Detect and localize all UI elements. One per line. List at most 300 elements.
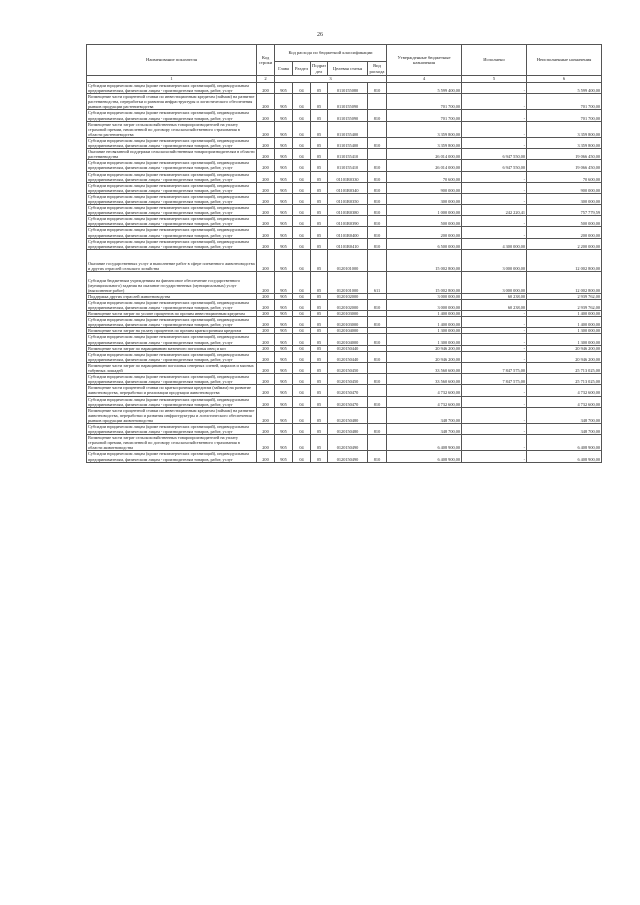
row-approved: 701 700,00 [387, 110, 462, 121]
table-row [87, 205, 602, 216]
row-section: 905 [275, 299, 293, 310]
row-executed: 4 300 000,00 [462, 238, 527, 249]
row-expense-type: 810 [368, 171, 387, 182]
row-subdivision: 05 [311, 407, 328, 423]
row-target: 01101R0390 [328, 216, 368, 227]
row-remaining: 1 400 000,00 [527, 311, 602, 317]
row-line-code: 200 [257, 362, 275, 373]
row-expense-type: 810 [368, 160, 387, 171]
row-approved: 6 408 900,00 [387, 435, 462, 451]
row-line-code: 200 [257, 171, 275, 182]
row-line-code: 200 [257, 249, 275, 271]
row-subdivision: 05 [311, 396, 328, 407]
row-name: Субсидии юридическим лицам (кроме некоммерческих организаций), индивидуальным предпринимателям, физическим лицам - производителям товаров, работ, услуг [87, 238, 257, 249]
row-target: 0120150490 [328, 435, 368, 451]
row-remaining: 348 700,00 [527, 407, 602, 423]
header-row-top [87, 45, 602, 62]
row-approved: 1 300 000,00 [387, 328, 462, 334]
table-row [87, 451, 602, 462]
row-name: Субсидии юридическим лицам (кроме некоммерческих организаций), индивидуальным предпринимателям, физическим лицам - производителям товаров, работ, услуг [87, 396, 257, 407]
row-approved: 1 300 000,00 [387, 334, 462, 345]
row-line-code: 200 [257, 149, 275, 160]
row-line-code: 200 [257, 311, 275, 317]
row-division: 04 [293, 385, 311, 396]
row-expense-type: 810 [368, 238, 387, 249]
row-approved: 26 014 000,00 [387, 149, 462, 160]
row-line-code: 200 [257, 407, 275, 423]
row-expense-type: 810 [368, 351, 387, 362]
row-approved: 33 560 600,00 [387, 374, 462, 385]
row-executed: - [462, 334, 527, 345]
row-section: 905 [275, 345, 293, 351]
row-subdivision: 05 [311, 334, 328, 345]
header-executed: Исполнено [462, 45, 527, 76]
row-section: 905 [275, 110, 293, 121]
row-name: Субсидии юридическим лицам (кроме некоммерческих организаций), индивидуальным предпринимателям, физическим лицам - производителям товаров, работ, услуг [87, 317, 257, 328]
budget-execution-table [86, 44, 602, 463]
row-line-code: 200 [257, 385, 275, 396]
row-executed: - [462, 407, 527, 423]
row-line-code: 200 [257, 137, 275, 148]
row-division: 04 [293, 182, 311, 193]
row-line-code: 200 [257, 205, 275, 216]
row-section: 905 [275, 205, 293, 216]
row-expense-type: 810 [368, 227, 387, 238]
row-remaining: 300 000,00 [527, 193, 602, 204]
row-subdivision: 05 [311, 249, 328, 271]
row-executed: - [462, 396, 527, 407]
row-approved: 1 000 000,00 [387, 205, 462, 216]
row-executed: 6 947 550,00 [462, 149, 527, 160]
row-approved: 3 000 000,00 [387, 293, 462, 299]
row-division: 04 [293, 311, 311, 317]
row-division: 04 [293, 435, 311, 451]
table-row [87, 94, 602, 110]
row-expense-type [368, 149, 387, 160]
row-subdivision: 05 [311, 83, 328, 94]
row-remaining: 12 002 800,00 [527, 249, 602, 271]
table-row [87, 137, 602, 148]
table-row [87, 227, 602, 238]
row-line-code: 200 [257, 299, 275, 310]
row-executed: - [462, 385, 527, 396]
row-section: 905 [275, 311, 293, 317]
row-line-code: 200 [257, 396, 275, 407]
row-approved: 33 560 600,00 [387, 362, 462, 373]
table-row [87, 83, 602, 94]
row-division: 04 [293, 205, 311, 216]
row-expense-type: 810 [368, 110, 387, 121]
row-remaining: 701 700,00 [527, 94, 602, 110]
row-remaining: 500 000,00 [527, 216, 602, 227]
header-subdivision: Подраз дел [312, 63, 326, 74]
row-remaining: 1 300 000,00 [527, 328, 602, 334]
row-division: 04 [293, 238, 311, 249]
row-approved: 200 000,00 [387, 227, 462, 238]
row-remaining: 5 599 400,00 [527, 83, 602, 94]
row-remaining: 1 300 000,00 [527, 334, 602, 345]
row-remaining: 20 946 200,00 [527, 345, 602, 351]
row-division: 04 [293, 171, 311, 182]
row-approved: 6 500 000,00 [387, 238, 462, 249]
row-approved: 3 359 800,00 [387, 137, 462, 148]
row-target: 0120150440 [328, 345, 368, 351]
row-target: 0120150480 [328, 407, 368, 423]
table-row [87, 121, 602, 137]
row-approved: 300 000,00 [387, 193, 462, 204]
row-line-code: 200 [257, 423, 275, 434]
table-row [87, 317, 602, 328]
row-name: Возмещение части затрат сельскохозяйственных товаропроизводителей на уплату страховой премии, начисленной по договору сельскохозяйственного страхования в области животноводства [87, 435, 257, 451]
row-name: Субсидии юридическим лицам (кроме некоммерческих организаций), индивидуальным предпринимателям, физическим лицам - производителям товаров, работ, услуг [87, 110, 257, 121]
row-target: 0120104000 [328, 334, 368, 345]
row-line-code: 200 [257, 83, 275, 94]
row-subdivision: 05 [311, 435, 328, 451]
row-name: Субсидии юридическим лицам (кроме некоммерческих организаций), индивидуальным предпринимателям, физическим лицам - производителям товаров, работ, услуг [87, 171, 257, 182]
header-section: Глава [275, 62, 293, 76]
header-division: Раздел [293, 62, 311, 76]
row-subdivision: 05 [311, 351, 328, 362]
table-row [87, 193, 602, 204]
row-subdivision: 05 [311, 345, 328, 351]
row-section: 905 [275, 435, 293, 451]
row-section: 905 [275, 271, 293, 293]
row-expense-type [368, 435, 387, 451]
row-name: Оказание государственных услуг и выполнение работ в сфере племенного животноводства и других отраслей сельского хозяйства [87, 249, 257, 271]
row-remaining: 25 713 025,00 [527, 362, 602, 373]
row-expense-type [368, 407, 387, 423]
row-section: 905 [275, 451, 293, 462]
row-subdivision: 05 [311, 451, 328, 462]
row-division: 04 [293, 334, 311, 345]
row-target: 0110155090 [328, 110, 368, 121]
row-line-code: 200 [257, 293, 275, 299]
row-line-code: 200 [257, 328, 275, 334]
table-row [87, 182, 602, 193]
table-row [87, 293, 602, 299]
row-target: 01101R0350 [328, 193, 368, 204]
row-division: 04 [293, 328, 311, 334]
row-remaining: 701 700,00 [527, 110, 602, 121]
row-executed: - [462, 435, 527, 451]
row-subdivision: 05 [311, 216, 328, 227]
table-row [87, 171, 602, 182]
row-expense-type [368, 385, 387, 396]
column-number: 1 [87, 76, 257, 83]
row-remaining: 2 200 000,00 [527, 238, 602, 249]
row-name: Возмещение части затрат по наращиванию поголовья северных оленей, маралов и мясных табунных лошадей [87, 362, 257, 373]
row-target: 0120150450 [328, 362, 368, 373]
row-executed: - [462, 94, 527, 110]
row-division: 04 [293, 345, 311, 351]
row-target: 0110155410 [328, 160, 368, 171]
row-division: 04 [293, 94, 311, 110]
row-section: 905 [275, 149, 293, 160]
row-target: 0120150450 [328, 374, 368, 385]
column-number: 5 [462, 76, 527, 83]
row-executed: - [462, 451, 527, 462]
row-name: Возмещение части процентной ставки по инвестиционным кредитам (займам) на развитие животноводства, переработки и развития инфраструктуры и логистического обеспечения рынков продукции животноводства [87, 407, 257, 423]
row-division: 04 [293, 121, 311, 137]
row-name: Субсидии юридическим лицам (кроме некоммерческих организаций), индивидуальным предпринимателям, физическим лицам - производителям товаров, работ, услуг [87, 205, 257, 216]
row-remaining: 20 946 200,00 [527, 351, 602, 362]
row-target: 01101R0400 [328, 227, 368, 238]
row-remaining: 2 939 762,00 [527, 293, 602, 299]
row-subdivision: 05 [311, 94, 328, 110]
row-name: Возмещение части процентной ставки по инвестиционным кредитам (займам) на развитие растениеводства, переработки и развития инфраструктуры и логистического обеспечения рынков продукции растениеводства [87, 94, 257, 110]
row-approved: 500 000,00 [387, 216, 462, 227]
row-line-code: 200 [257, 345, 275, 351]
row-approved: 70 600,00 [387, 171, 462, 182]
row-name: Оказание несвязанной поддержки сельскохозяйственным товаропроизводителям в области растениеводства [88, 149, 255, 160]
row-target: 0110155400 [328, 137, 368, 148]
row-remaining: 70 600,00 [527, 171, 602, 182]
header-target: Целевая статья [328, 62, 368, 76]
column-number: 2 [257, 76, 275, 83]
row-executed: 3 000 000,00 [462, 271, 527, 293]
row-remaining: 3 359 800,00 [527, 121, 602, 137]
table-row [87, 311, 602, 317]
row-section: 905 [275, 293, 293, 299]
row-approved: 3 000 000,00 [387, 299, 462, 310]
row-remaining: 19 066 450,00 [527, 160, 602, 171]
row-approved: 15 002 800,00 [387, 271, 462, 293]
row-target: 0120150480 [328, 423, 368, 434]
row-line-code: 200 [257, 110, 275, 121]
row-target: 0120101000 [328, 249, 368, 271]
row-line-code: 200 [257, 451, 275, 462]
row-subdivision: 05 [311, 271, 328, 293]
row-name: Поддержка других отраслей животноводства [87, 293, 257, 299]
row-executed: 242 220,41 [462, 205, 527, 216]
row-division: 04 [293, 362, 311, 373]
row-executed: 6 947 550,00 [462, 160, 527, 171]
row-target: 0120150470 [328, 396, 368, 407]
row-line-code: 200 [257, 227, 275, 238]
row-expense-type [368, 121, 387, 137]
row-target: 0110155400 [328, 121, 368, 137]
row-name: Субсидии юридическим лицам (кроме некоммерческих организаций), индивидуальным предпринимателям, физическим лицам - производителям товаров, работ, услуг [87, 137, 257, 148]
row-subdivision: 05 [311, 385, 328, 396]
row-division: 04 [293, 396, 311, 407]
table-row [87, 149, 602, 160]
row-executed: 60 238,00 [462, 299, 527, 310]
row-division: 04 [293, 216, 311, 227]
row-section: 905 [275, 137, 293, 148]
row-name: Возмещение части затрат сельскохозяйственных товаропроизводителей на уплату страховой премии, начисленной по договору сельскохозяйственного страхования в области растениеводства [87, 121, 257, 137]
row-executed: - [462, 227, 527, 238]
row-executed: - [462, 193, 527, 204]
row-approved: 1 400 000,00 [387, 311, 462, 317]
row-line-code: 200 [257, 435, 275, 451]
row-line-code: 200 [257, 182, 275, 193]
row-name: Субсидии юридическим лицам (кроме некоммерческих организаций), индивидуальным предпринимателям, физическим лицам - производителям товаров, работ, услуг [87, 351, 257, 362]
row-approved: 4 732 600,00 [387, 385, 462, 396]
table-row [87, 423, 602, 434]
table-row [87, 110, 602, 121]
row-name: Субсидии юридическим лицам (кроме некоммерческих организаций), индивидуальным предпринимателям, физическим лицам - производителям товаров, работ, услуг [87, 227, 257, 238]
row-line-code: 200 [257, 193, 275, 204]
row-line-code: 200 [257, 317, 275, 328]
row-section: 905 [275, 407, 293, 423]
table-row [87, 249, 602, 271]
table-row [87, 345, 602, 351]
row-expense-type: 611 [368, 271, 387, 293]
row-target: 0120150440 [328, 351, 368, 362]
row-expense-type: 810 [368, 193, 387, 204]
row-line-code: 200 [257, 271, 275, 293]
row-line-code: 200 [257, 94, 275, 110]
row-executed: - [462, 423, 527, 434]
row-name: Субсидии юридическим лицам (кроме некоммерческих организаций), индивидуальным предпринимателям, физическим лицам - производителям товаров, работ, услуг [87, 193, 257, 204]
row-division: 04 [293, 193, 311, 204]
column-number: 3 [275, 76, 387, 83]
row-subdivision: 05 [311, 121, 328, 137]
row-expense-type: 810 [368, 451, 387, 462]
table-row [87, 396, 602, 407]
row-subdivision: 05 [311, 160, 328, 171]
row-subdivision: 05 [311, 149, 328, 160]
row-approved: 348 700,00 [387, 407, 462, 423]
row-line-code: 200 [257, 238, 275, 249]
row-section: 905 [275, 385, 293, 396]
table-row [87, 362, 602, 373]
row-name: Субсидии бюджетным учреждениям на финансовое обеспечение государственного (муниципального) задания на оказание государственных (муниципальных) услуг (выполнение работ) [87, 271, 257, 293]
row-division: 04 [293, 271, 311, 293]
row-remaining: 6 408 900,00 [527, 451, 602, 462]
row-target: 0110155080 [328, 83, 368, 94]
row-section: 905 [275, 121, 293, 137]
row-target: 0120103000 [328, 317, 368, 328]
row-expense-type: 810 [368, 137, 387, 148]
row-subdivision: 05 [311, 182, 328, 193]
row-division: 04 [293, 317, 311, 328]
row-section: 905 [275, 160, 293, 171]
row-approved: 15 002 800,00 [387, 249, 462, 271]
row-expense-type [368, 362, 387, 373]
row-expense-type: 810 [368, 423, 387, 434]
row-target: 01101R0330 [328, 171, 368, 182]
row-approved: 701 700,00 [387, 94, 462, 110]
row-executed: - [462, 311, 527, 317]
header-classification: Код расхода по бюджетной классификации [275, 45, 387, 62]
row-line-code: 200 [257, 334, 275, 345]
row-remaining: 19 066 450,00 [527, 149, 602, 160]
row-target: 0120103000 [328, 311, 368, 317]
row-expense-type: 810 [368, 205, 387, 216]
row-subdivision: 05 [311, 227, 328, 238]
row-name: Субсидии юридическим лицам (кроме некоммерческих организаций), индивидуальным предпринимателям, физическим лицам - производителям товаров, работ, услуг [87, 83, 257, 94]
row-division: 04 [293, 351, 311, 362]
row-approved: 5 599 400,00 [387, 83, 462, 94]
row-name: Возмещение части процентной ставки по краткосрочным кредитам (займам) на развитие животноводства, переработки и реализации продукции животноводства [87, 385, 257, 396]
row-division: 04 [293, 110, 311, 121]
row-division: 04 [293, 149, 311, 160]
column-numbers-row [87, 76, 602, 83]
row-section: 905 [275, 216, 293, 227]
column-number: 6 [527, 76, 602, 83]
row-expense-type: 810 [368, 182, 387, 193]
row-division: 04 [293, 423, 311, 434]
row-executed: 7 847 575,00 [462, 362, 527, 373]
header-name: Наименование показателя [87, 45, 257, 76]
row-subdivision: 05 [311, 193, 328, 204]
row-subdivision: 05 [311, 423, 328, 434]
header-line-code: Код строки [257, 45, 275, 76]
row-executed: - [462, 328, 527, 334]
row-approved: 3 359 800,00 [387, 121, 462, 137]
row-division: 04 [293, 407, 311, 423]
table-row [87, 328, 602, 334]
row-target: 01101R0380 [328, 205, 368, 216]
row-remaining: 757 779,59 [527, 205, 602, 216]
row-subdivision: 05 [311, 110, 328, 121]
table-row [87, 374, 602, 385]
row-subdivision: 05 [311, 362, 328, 373]
table-row [87, 299, 602, 310]
row-expense-type [368, 249, 387, 271]
table-row [87, 334, 602, 345]
row-division: 04 [293, 299, 311, 310]
row-name: Субсидии юридическим лицам (кроме некоммерческих организаций), индивидуальным предпринимателям, физическим лицам - производителям товаров, работ, услуг [87, 299, 257, 310]
row-division: 04 [293, 249, 311, 271]
row-division: 04 [293, 374, 311, 385]
row-subdivision: 05 [311, 205, 328, 216]
row-executed: - [462, 121, 527, 137]
table-row [87, 160, 602, 171]
row-remaining: 2 939 762,00 [527, 299, 602, 310]
row-subdivision: 05 [311, 171, 328, 182]
row-target: 0120150470 [328, 385, 368, 396]
row-name: Субсидии юридическим лицам (кроме некоммерческих организаций), индивидуальным предпринимателям, физическим лицам - производителям товаров, работ, услуг [87, 451, 257, 462]
row-remaining: 348 700,00 [527, 423, 602, 434]
row-line-code: 200 [257, 216, 275, 227]
row-approved: 20 946 200,00 [387, 345, 462, 351]
row-executed: - [462, 110, 527, 121]
row-approved: 6 408 900,00 [387, 451, 462, 462]
row-division: 04 [293, 293, 311, 299]
row-target: 0120102000 [328, 293, 368, 299]
row-target: 01101R0410 [328, 238, 368, 249]
row-section: 905 [275, 362, 293, 373]
row-executed: - [462, 83, 527, 94]
row-division: 04 [293, 227, 311, 238]
row-remaining: 1 400 000,00 [527, 317, 602, 328]
row-target: 0120104000 [328, 328, 368, 334]
row-line-code: 200 [257, 160, 275, 171]
row-target: 0110155410 [328, 149, 368, 160]
row-subdivision: 05 [311, 317, 328, 328]
row-remaining: 4 732 600,00 [527, 385, 602, 396]
row-target: 0120101000 [328, 271, 368, 293]
row-executed: - [462, 137, 527, 148]
row-target: 0120102000 [328, 299, 368, 310]
row-remaining: 12 002 800,00 [527, 271, 602, 293]
row-executed: 7 847 575,00 [462, 374, 527, 385]
row-remaining: 3 359 800,00 [527, 137, 602, 148]
row-approved: 1 400 000,00 [387, 317, 462, 328]
row-expense-type: 810 [368, 216, 387, 227]
table-row [87, 238, 602, 249]
row-remaining: 25 713 025,00 [527, 374, 602, 385]
row-executed: - [462, 182, 527, 193]
row-approved: 20 946 200,00 [387, 351, 462, 362]
row-approved: 900 000,00 [387, 182, 462, 193]
row-section: 905 [275, 317, 293, 328]
column-number: 4 [387, 76, 462, 83]
table-row [87, 385, 602, 396]
row-section: 905 [275, 94, 293, 110]
